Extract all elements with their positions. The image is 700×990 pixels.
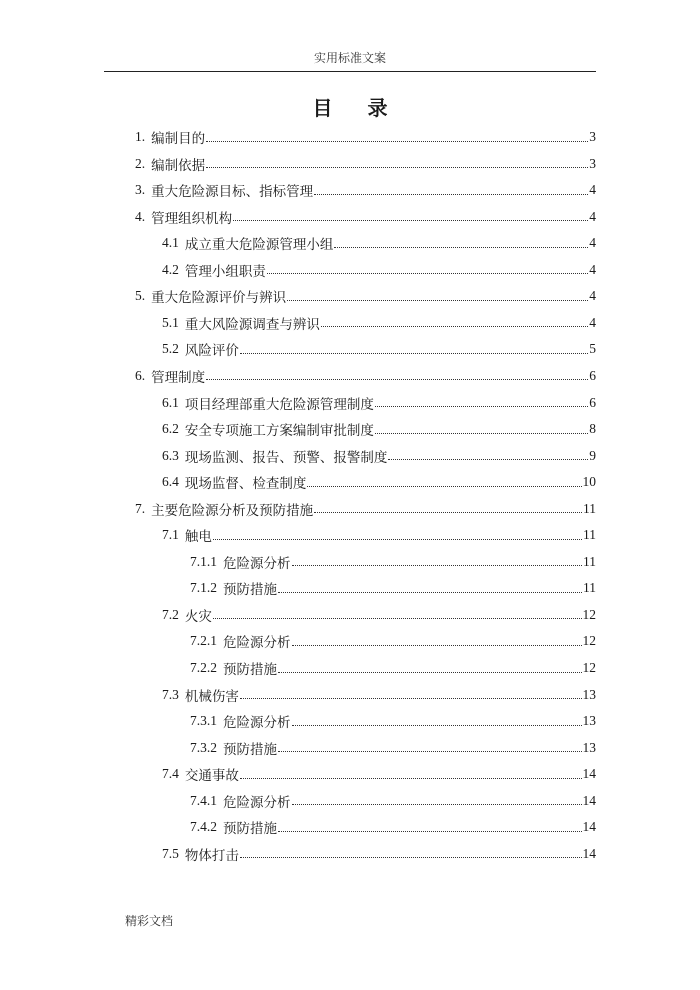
dot-leader — [278, 672, 582, 673]
toc-entry-number: 6. — [135, 367, 146, 383]
toc-entry[interactable] — [190, 549, 596, 575]
toc-entry-page: 9 — [589, 447, 596, 463]
toc-entry[interactable] — [162, 416, 596, 442]
dot-leader — [314, 512, 582, 513]
toc-entry-label: 现场监督、检查制度 — [184, 476, 307, 492]
dot-leader — [375, 406, 588, 407]
dot-leader — [321, 326, 588, 327]
dot-leader — [213, 539, 582, 540]
toc-entry-page: 4 — [589, 182, 596, 198]
toc-entry-page: 4 — [589, 261, 596, 277]
toc-entry-number: 6.2 — [162, 421, 179, 437]
toc-entry[interactable] — [135, 204, 596, 230]
toc-entry-number: 4.2 — [162, 261, 179, 277]
dot-leader — [307, 486, 581, 487]
toc-entry-number: 6.4 — [162, 474, 179, 490]
dot-leader — [292, 645, 582, 646]
dot-leader — [314, 194, 588, 195]
toc-entry-page: 11 — [583, 500, 596, 516]
toc-entry[interactable] — [162, 390, 596, 416]
dot-leader — [278, 751, 582, 752]
toc-entry-label: 预防措施 — [223, 662, 277, 677]
toc-entry-label: 触电 — [184, 529, 212, 545]
dot-leader — [233, 220, 588, 221]
toc-entry-number: 1. — [135, 129, 146, 144]
toc-entry-label: 机械伤害 — [184, 688, 239, 704]
toc-entry-label: 管理组织机构 — [151, 210, 233, 226]
toc-entry-page: 10 — [582, 474, 596, 490]
toc-entry-number: 5. — [135, 288, 146, 304]
dot-leader — [206, 379, 588, 380]
dot-leader — [240, 857, 582, 858]
toc-entry[interactable] — [135, 151, 596, 177]
toc-entry[interactable] — [190, 788, 596, 814]
toc-entry-label: 预防措施 — [223, 582, 277, 598]
toc-entry-label: 预防措施 — [223, 821, 277, 837]
toc-entry-label: 危险源分析 — [223, 635, 291, 651]
toc-entry-number: 5.2 — [162, 341, 179, 357]
toc-entry-label: 主要危险源分析及预防措施 — [151, 502, 314, 518]
dot-leader — [388, 459, 588, 460]
toc-entry[interactable] — [135, 363, 596, 389]
toc-entry-page: 14 — [582, 819, 596, 835]
toc-entry-label: 物体打击 — [184, 847, 239, 863]
toc-entry[interactable] — [162, 336, 596, 362]
toc-entry[interactable] — [190, 655, 596, 681]
toc-title: 目 录 — [312, 96, 402, 120]
toc-entry[interactable] — [135, 124, 596, 150]
dot-leader — [206, 167, 588, 168]
toc-entry-number: 6.3 — [162, 447, 179, 463]
toc-entry-label: 重大风险源调查与辨识 — [184, 316, 320, 332]
toc-entry-page: 12 — [582, 660, 596, 675]
toc-entry-label: 编制依据 — [151, 157, 206, 173]
toc-entry-number: 7.3.1 — [190, 713, 217, 729]
toc-entry-label: 危险源分析 — [223, 715, 291, 731]
toc-entry[interactable] — [190, 628, 596, 654]
dot-leader — [292, 565, 583, 566]
toc-entry-number: 7.1.1 — [190, 553, 217, 569]
toc-entry-label: 重大危险源目标、指标管理 — [151, 184, 314, 200]
toc-entry-page: 4 — [589, 235, 596, 251]
toc-entry-page: 6 — [589, 394, 596, 410]
toc-entry-page: 12 — [582, 606, 596, 622]
toc-entry-page: 4 — [589, 208, 596, 224]
toc-entry-number: 7.4.2 — [190, 819, 217, 835]
footer-text: 精彩文档 — [125, 914, 174, 928]
dot-leader — [375, 433, 588, 434]
toc-entry[interactable] — [162, 761, 596, 787]
toc-entry[interactable] — [135, 177, 596, 203]
toc-entry-number: 7. — [135, 500, 146, 516]
toc-entry-page: 3 — [589, 129, 596, 144]
toc-entry-page: 5 — [589, 341, 596, 357]
toc-entry-number: 7.2.1 — [190, 633, 217, 649]
toc-entry-number: 7.4.1 — [190, 792, 217, 808]
toc-entry[interactable] — [162, 682, 596, 708]
dot-leader — [287, 300, 588, 301]
toc-entry[interactable] — [162, 522, 596, 548]
toc-entry[interactable] — [190, 708, 596, 734]
toc-entry-page: 13 — [582, 713, 596, 729]
dot-leader — [240, 698, 582, 699]
toc-entry-label: 安全专项施工方案编制审批制度 — [184, 423, 374, 439]
toc-entry-label: 成立重大危险源管理小组 — [184, 237, 334, 253]
toc-entry[interactable] — [162, 257, 596, 283]
toc-entry-page: 4 — [589, 314, 596, 330]
toc-entry-number: 7.1 — [162, 527, 179, 543]
toc-entry-label: 危险源分析 — [223, 555, 291, 571]
toc-entry-page: 8 — [589, 421, 596, 437]
toc-entry-number: 4. — [135, 208, 146, 224]
toc-entry-page: 3 — [589, 155, 596, 171]
toc-entry[interactable] — [190, 575, 596, 601]
toc-entry-label: 编制目的 — [151, 131, 206, 146]
toc-entry-number: 3. — [135, 182, 146, 198]
toc-entry-page: 14 — [582, 792, 596, 808]
toc-entry-label: 火灾 — [184, 608, 212, 624]
toc-entry-number: 7.2.2 — [190, 660, 217, 675]
toc-entry-number: 6.1 — [162, 394, 179, 410]
dot-leader — [240, 353, 588, 354]
toc-entry-number: 7.1.2 — [190, 580, 217, 596]
toc-entry[interactable] — [162, 469, 596, 495]
toc-entry-number: 7.2 — [162, 606, 179, 622]
dot-leader — [278, 831, 582, 832]
toc-entry-number: 7.4 — [162, 766, 179, 782]
toc-entry[interactable] — [190, 735, 596, 761]
dot-leader — [240, 778, 582, 779]
dot-leader — [292, 804, 582, 805]
toc-entry-page: 13 — [582, 739, 596, 755]
toc-entry[interactable] — [162, 230, 596, 256]
toc-entry-label: 危险源分析 — [223, 794, 291, 810]
dot-leader — [213, 618, 582, 619]
toc-entry-label: 管理小组职责 — [184, 263, 266, 279]
toc-entry-label: 现场监测、报告、预警、报警制度 — [184, 449, 388, 465]
toc-entry-page: 13 — [582, 686, 596, 702]
header-divider — [104, 71, 596, 72]
toc-entry-label: 重大危险源评价与辨识 — [151, 290, 287, 306]
toc-entry-page: 12 — [582, 633, 596, 649]
toc-entry-number: 2. — [135, 155, 146, 171]
dot-leader — [292, 725, 582, 726]
toc-entry-label: 风险评价 — [184, 343, 239, 359]
toc-entry-label: 项目经理部重大危险源管理制度 — [184, 396, 374, 412]
toc-entry[interactable] — [162, 310, 596, 336]
toc-entry[interactable] — [162, 841, 596, 867]
toc-entry-label: 交通事故 — [184, 768, 239, 784]
toc-entry-page: 11 — [583, 553, 596, 569]
toc-entry-number: 7.3 — [162, 686, 179, 702]
toc-entry[interactable] — [135, 283, 596, 309]
dot-leader — [206, 141, 588, 142]
header-text: 实用标准文案 — [313, 51, 386, 65]
toc-entry-number: 7.3.2 — [190, 739, 217, 755]
toc-entry-page: 6 — [589, 367, 596, 383]
toc-entry[interactable] — [162, 602, 596, 628]
dot-leader — [334, 247, 588, 248]
dot-leader — [267, 273, 588, 274]
toc-entry-page: 14 — [582, 845, 596, 861]
toc-entry-number: 5.1 — [162, 314, 179, 330]
toc-entry[interactable] — [190, 814, 596, 840]
toc-entry-label: 管理制度 — [151, 369, 206, 385]
toc-entry[interactable] — [162, 443, 596, 469]
toc-entry-page: 14 — [582, 766, 596, 782]
toc-entry-page: 11 — [583, 527, 596, 543]
toc-entry-number: 7.5 — [162, 845, 179, 861]
toc-entry-number: 4.1 — [162, 235, 179, 251]
toc-entry-page: 4 — [589, 288, 596, 304]
toc-entry-label: 预防措施 — [223, 741, 277, 757]
dot-leader — [278, 592, 582, 593]
toc-entry-page: 11 — [583, 580, 596, 596]
toc-entry[interactable] — [135, 496, 596, 522]
